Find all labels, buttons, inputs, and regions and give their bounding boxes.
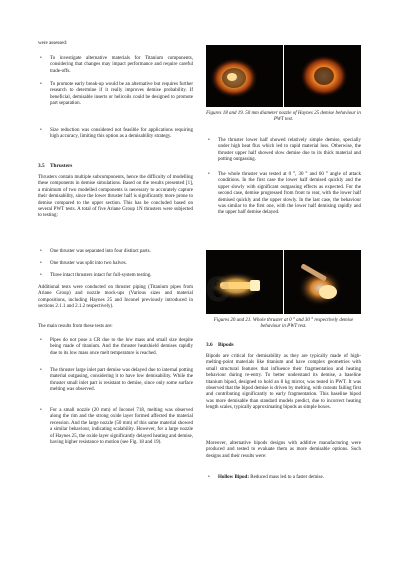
figure-19-photo (284, 45, 361, 107)
list-item: • For a small nozzle (20 mm) of Inconel 718, melting was observed along the rim and the strong oxide layer formed affected the material recession. And the large nozzle (50 mm) of this same material showed a similar behaviour, indicating scalability. However, for a large nozzle of Haynes 25, the oxide layer significantly delayed heating and demise, having higher resistance to motion (see Fig. 18 and 19). (40, 408, 194, 446)
bullet-icon: • (40, 338, 42, 343)
list-item: • Pipes do not pose a CR due to the low mass and small size despite being made of titanium. And the thruster heatshield demises rapidly due to its low mass once melt temperature is reached. (40, 338, 193, 356)
list-item: • One thruster was split into two halves. (40, 261, 127, 266)
list-item: • To promote early break-up would be an alternative but requires further research to determine if it really improves demise probability. If beneficial, demisable inserts or helicoils could be designed to promote part separation. (40, 82, 193, 107)
figure-18-photo (206, 45, 283, 107)
paragraph: Bipods are critical for demisability as they are typically made of high-melting-point materials like titanium and have complex geometries with small structural features that influence their fragmentation and heating behaviour during re-entry. To better understand its demise, a baseline titanium bipod, designed to hold an 8 kg mirror, was tested in PWT. It was observed that the bipod demise is driven by melting, with cutouts failing first and contributing significantly to early fragmentation. This baseline bipod was more demisable than standard models predict, due to incorrect heating length scales, typically approximating bipods as simple boxes. (206, 354, 361, 411)
list-item: • Size reduction was considered not feasible for applications requiring high accuracy, limiting this option as a demisability strategy. (40, 128, 193, 140)
bullet-icon: • (208, 475, 210, 480)
bullet-icon: • (40, 273, 42, 278)
bullet-icon: • (208, 172, 210, 177)
figure-caption: Figures 18 and 19. 50 mm diameter nozzle of Haynes 25 demise behaviour in PWT test. (206, 111, 361, 123)
list-item: • The thruster lower half showed relatively simple demise, specially under high heat flux which led to rapid material loss. Otherwise, the thruster upper half showed slow demise due to its thick material and potting outgassing. (208, 138, 361, 163)
paragraph: Additional tests were conducted on thruster piping (Titanium pipes from Ariane Group) and nozzle mock-ups (Various sizes and material compositions, including Haynes 25 and Inconel previously introduced in sections 2.1.1 and 2.1.2 respectively). (38, 285, 193, 310)
figure-21-photo (284, 250, 361, 314)
list-item: • One thruster was separated into four distinct parts. (40, 249, 151, 254)
bullet-icon: • (40, 249, 42, 254)
bullet-icon: • (40, 368, 42, 373)
list-item: • The thruster large inlet part demise was delayed due to internal potting material outgasing, considering it to have low demisability. While the thruster small inlet part is resistant to demise, since only some surface melting was observed. (40, 368, 193, 393)
list-item: • Three intact thrusters intact for full-system testing. (40, 273, 152, 278)
bullet-icon: • (40, 261, 42, 266)
list-item: • Hollow Bipod: Reduced mass led to a faster demise. (208, 475, 324, 480)
figure-20-photo (206, 250, 283, 314)
bullet-icon: • (40, 56, 42, 61)
paragraph: Moreover, alternative bipods designs with additive manufacturing were produced and tested to evaluate them as more demisable options. Such designs and their results were: (206, 441, 361, 459)
figure-caption: Figures 20 and 21. Whole thruster at 0 ° and 30 ° respectively demise behaviour in PWT test. (213, 318, 354, 330)
list-item: • To investigate alternative materials for Titanium components, considering that changes may impact performance and require careful trade-offs. (40, 56, 193, 74)
bullet-icon: • (40, 82, 42, 87)
intro-text: were assessed: (38, 41, 68, 46)
bullet-icon: • (40, 408, 42, 413)
bullet-icon: • (40, 128, 42, 133)
bullet-icon: • (208, 138, 210, 143)
section-heading: 3.6 Bipods (206, 342, 234, 348)
list-item: • The whole thruster was tested at 0 °, 30 ° and 60 ° angle of attack conditions. In the first case the lower half demised quickly and the upper slowly with significant outgassing effects as expected. For the second case, demise progressed from front to rear, with the lower half demised quickly and the upper slowly. In the last case, the behaviour was similar to the first one, with the lower half demising rapidly and the upper half demise delayed. (208, 172, 361, 216)
paragraph: The main results from these tests are: (38, 324, 113, 329)
section-heading: 3.5 Thrusters (38, 163, 73, 169)
paragraph: Thrusters contain multiple subcomponents, hence the difficulty of modelling these components in demise simulations. Based on the results presented [1], a minimum of two modelled components is necessary to accurately capture their demisability, since the lower thruster half is significantly more prone to demise compared to the upper section. This has be concluded based on several PWT tests. A total of five Ariane Group 1N thrusters were subjected to testing: (38, 175, 193, 219)
